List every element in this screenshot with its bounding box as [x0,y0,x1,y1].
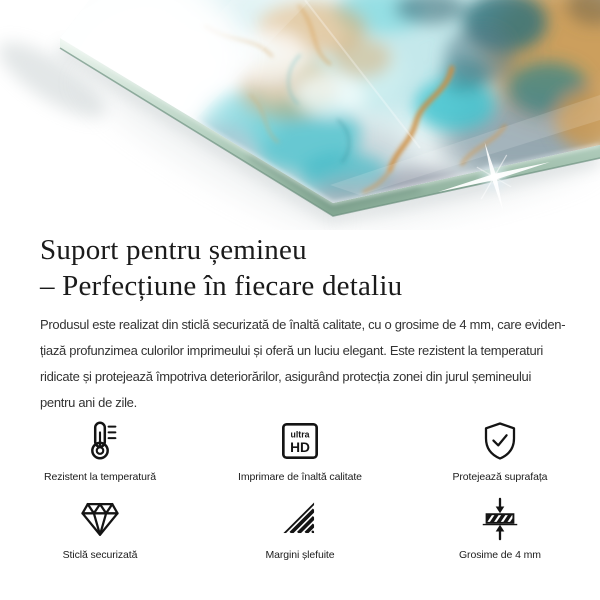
feature-temperature [0,418,200,483]
feature-label: Protejează suprafața [452,471,548,483]
diamond-icon [79,496,121,542]
description-line: ridicate și protejează împotriva deteriorărilor, asigurând protecția zonei din jurul șemineului [40,369,532,384]
feature-thickness [400,496,600,561]
description-line: Produsul este realizat din sticlă securizată de înaltă calitate, cu o grosime de 4 mm, care eviden- [40,317,566,332]
shield-check-icon [479,418,521,464]
glass-panel-photo [0,0,600,230]
feature-label: Sticlă securizată [62,549,138,561]
hero-product-image [0,0,600,230]
thermometer-icon [77,418,123,464]
page-title [40,232,565,304]
thickness-icon [477,496,523,542]
description-line: pentru ani de zile. [40,395,137,410]
page-title-line1: Suport pentru șemineu [40,234,307,266]
description-line: țiază profunzimea culorilor imprimeului și oferă un luciu elegant. Este rezistent la temperaturi [40,343,544,358]
feature-protection [400,418,600,483]
svg-text:HD: HD [290,439,310,455]
ultra-hd-icon [280,418,320,464]
page-title-line2: – Perfecțiune în fiecare detaliu [40,270,403,302]
polished-edges-icon [280,496,320,542]
feature-label: Grosime de 4 mm [458,549,541,561]
features-grid [0,418,600,574]
feature-polished-edges [200,496,400,561]
product-description [40,312,580,416]
feature-label: Margini șlefuite [265,549,335,561]
svg-text:ultra: ultra [290,429,310,440]
feature-label: Imprimare de înaltă calitate [238,471,362,483]
feature-label: Rezistent la temperatură [43,471,156,483]
feature-tempered-glass [0,496,200,561]
feature-print-quality [200,418,400,483]
